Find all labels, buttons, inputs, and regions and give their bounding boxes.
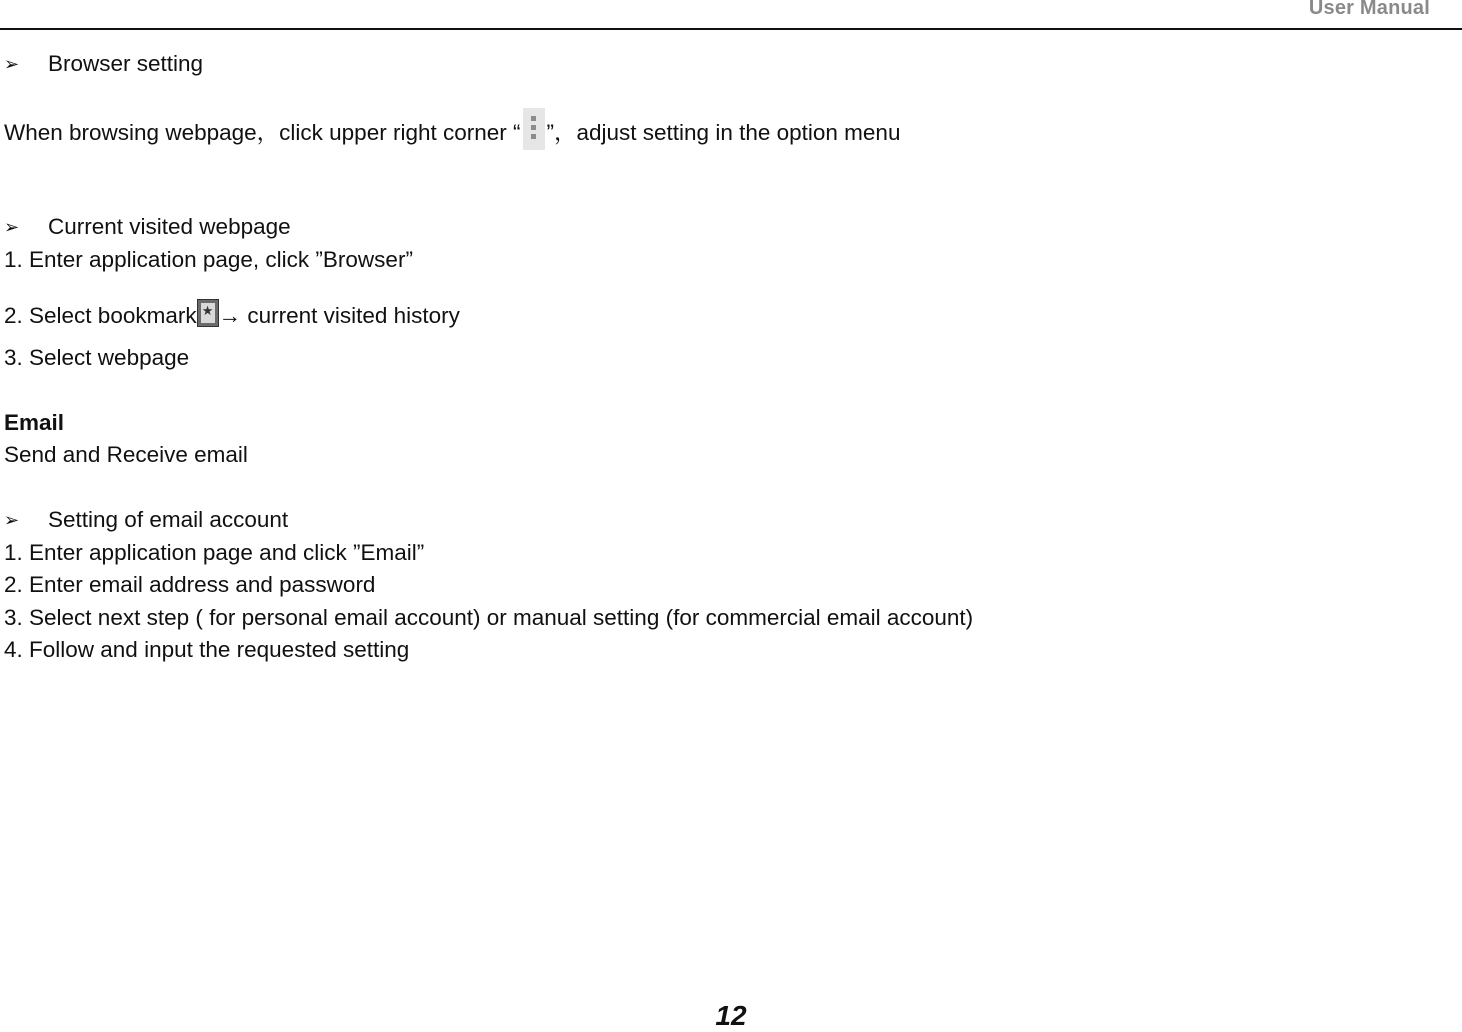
email-step-4: 4. Follow and input the requested setting bbox=[4, 637, 410, 662]
visited-step-2 bbox=[4, 299, 460, 330]
email-account-heading-text: Setting of email account bbox=[48, 507, 289, 532]
bookmark-icon bbox=[197, 299, 219, 327]
bullet-arrow-icon: ➢ bbox=[4, 510, 20, 530]
email-title: Email bbox=[4, 410, 65, 435]
browser-setting-heading-text: Browser setting bbox=[48, 51, 204, 76]
visited-step-2-after: current visited history bbox=[241, 303, 460, 328]
star-icon: ★ bbox=[201, 303, 215, 323]
visited-step-1: 1. Enter application page, click ”Browser” bbox=[4, 247, 413, 272]
email-step-1: 1. Enter application page and click ”Email” bbox=[4, 540, 425, 565]
bullet-arrow-icon: ➢ bbox=[4, 217, 20, 237]
bullet-arrow-icon: ➢ bbox=[4, 54, 20, 74]
header-rule bbox=[0, 28, 1462, 30]
browser-setting-desc-before: When browsing webpage，click upper right corner “ bbox=[4, 120, 521, 145]
email-account-heading bbox=[4, 506, 288, 534]
email-step-2: 2. Enter email address and password bbox=[4, 572, 376, 597]
visited-step-3: 3. Select webpage bbox=[4, 345, 190, 370]
email-step-3: 3. Select next step ( for personal email account) or manual setting (for commercial email account) bbox=[4, 605, 974, 630]
email-subtitle: Send and Receive email bbox=[4, 442, 248, 467]
overflow-menu-icon bbox=[523, 108, 545, 150]
right-arrow-icon: → bbox=[218, 303, 242, 328]
header-title: User Manual bbox=[1308, 0, 1430, 19]
browser-setting-heading bbox=[4, 50, 203, 78]
page-number: 12 bbox=[715, 1000, 747, 1031]
visited-step-2-before: 2. Select bookmark bbox=[4, 303, 197, 328]
browser-setting-description bbox=[4, 108, 900, 150]
browser-setting-desc-after: ”，adjust setting in the option menu bbox=[546, 120, 901, 145]
visited-heading bbox=[4, 213, 291, 241]
visited-heading-text: Current visited webpage bbox=[48, 214, 291, 239]
